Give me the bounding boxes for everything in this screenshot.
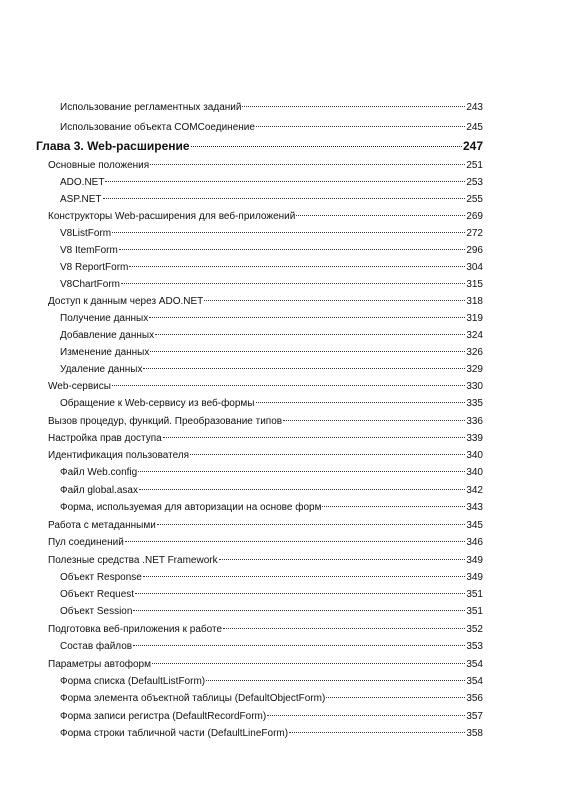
toc-entry	[48, 160, 483, 172]
toc-leader-dots	[139, 489, 465, 490]
toc-leader-dots	[119, 249, 466, 250]
toc-entry-title: Использование регламентных заданий	[60, 102, 242, 113]
toc-entry	[60, 122, 483, 134]
toc-entry-title: Идентификация пользователя	[48, 450, 190, 461]
toc-entry-page: 251	[466, 160, 483, 171]
toc-entry-page: 336	[466, 416, 483, 427]
toc-entry	[60, 194, 483, 206]
toc-leader-dots	[121, 283, 465, 284]
toc-entry-page: 326	[466, 347, 483, 358]
toc-entry	[60, 641, 483, 653]
toc-entry	[48, 433, 483, 445]
toc-entry-title: Вызов процедур, функций. Преобразование типов	[48, 416, 283, 427]
toc-entry-page: 269	[466, 211, 483, 222]
toc-leader-dots	[150, 351, 465, 352]
toc-leader-dots	[204, 300, 465, 301]
toc-leader-dots	[163, 437, 466, 438]
toc-entry-page: 349	[466, 555, 483, 566]
toc-leader-dots	[206, 680, 465, 681]
toc-leader-dots	[289, 732, 465, 733]
toc-entry	[60, 467, 483, 479]
toc-entry-page: 339	[466, 433, 483, 444]
toc-entry-page: 351	[466, 589, 483, 600]
toc-entry-page: 357	[466, 711, 483, 722]
toc-entry	[60, 502, 483, 514]
toc-entry-title: Форма элемента объектной таблицы (DefaultObjectForm)	[60, 693, 326, 704]
toc-leader-dots	[125, 541, 466, 542]
toc-leader-dots	[296, 215, 465, 216]
toc-leader-dots	[267, 715, 465, 716]
toc-entry-title: V8 ItemForm	[60, 245, 118, 256]
toc-leader-dots	[322, 506, 465, 507]
toc-entry-page: 346	[466, 537, 483, 548]
toc-entry	[60, 330, 483, 342]
toc-entry-page: 318	[466, 296, 483, 307]
toc-entry-page: 340	[466, 450, 483, 461]
toc-entry-title: Web-сервисы	[48, 381, 111, 392]
toc-leader-dots	[138, 471, 465, 472]
toc-leader-dots	[242, 106, 465, 107]
toc-entry	[48, 381, 483, 393]
toc-leader-dots	[219, 559, 466, 560]
toc-entry	[48, 416, 483, 428]
toc-entry-title: Параметры автоформ	[48, 659, 151, 670]
toc-leader-dots	[152, 663, 465, 664]
toc-entry	[48, 555, 483, 567]
toc-entry-page: 330	[466, 381, 483, 392]
toc-entry-page: 272	[466, 228, 483, 239]
toc-leader-dots	[256, 402, 466, 403]
toc-entry	[60, 728, 483, 740]
toc-leader-dots	[283, 420, 465, 421]
toc-entry	[60, 572, 483, 584]
toc-entry-page: 319	[466, 313, 483, 324]
toc-entry-page: 352	[466, 624, 483, 635]
toc-entry-title: Работа с метаданными	[48, 520, 156, 531]
toc-entry-page: 351	[466, 606, 483, 617]
toc-entry-title: Добавление данных	[60, 330, 155, 341]
toc-entry-title: Состав файлов	[60, 641, 133, 652]
toc-entry-title: Изменение данных	[60, 347, 150, 358]
toc-entry-title: Полезные средства .NET Framework	[48, 555, 218, 566]
toc-leader-dots	[191, 146, 462, 147]
toc-entry-title: Форма записи регистра (DefaultRecordForm)	[60, 711, 267, 722]
toc-entry-page: 324	[466, 330, 483, 341]
toc-entry-page: 345	[466, 520, 483, 531]
toc-entry	[60, 313, 483, 325]
toc-entry-page: 329	[466, 364, 483, 375]
toc-entry-page: 245	[466, 122, 483, 133]
toc-leader-dots	[190, 454, 465, 455]
toc-entry-title: V8ListForm	[60, 228, 112, 239]
toc-entry	[48, 296, 483, 308]
toc-entry	[60, 711, 483, 723]
toc-entry-title: Использование объекта COMСоединение	[60, 122, 255, 133]
toc-leader-dots	[326, 697, 465, 698]
toc-entry	[60, 347, 483, 359]
toc-entry	[60, 364, 483, 376]
toc-leader-dots	[150, 164, 465, 165]
toc-leader-dots	[143, 368, 465, 369]
toc-leader-dots	[143, 576, 465, 577]
toc-entry-page: 358	[466, 728, 483, 739]
toc-entry	[60, 102, 483, 114]
toc-entry-page: 353	[466, 641, 483, 652]
toc-entry	[60, 676, 483, 688]
toc-entry	[60, 398, 483, 410]
toc-entry	[60, 245, 483, 257]
toc-entry-page: 354	[466, 659, 483, 670]
toc-entry	[48, 520, 483, 532]
toc-entry-title: Форма строки табличной части (DefaultLineForm)	[60, 728, 289, 739]
toc-leader-dots	[256, 126, 465, 127]
toc-entry-page: 342	[466, 485, 483, 496]
toc-entry-page: 354	[466, 676, 483, 687]
toc-entry	[48, 450, 483, 462]
toc-leader-dots	[149, 317, 465, 318]
toc-entry-title: Настройка прав доступа	[48, 433, 162, 444]
toc-leader-dots	[105, 181, 465, 182]
toc-entry	[60, 228, 483, 240]
toc-entry-title: V8ChartForm	[60, 279, 121, 290]
toc-entry-title: Получение данных	[60, 313, 149, 324]
toc-entry-title: ADO.NET	[60, 177, 105, 188]
toc-entry	[60, 485, 483, 497]
toc-entry-title: Удаление данных	[60, 364, 143, 375]
toc-entry-title: Файл global.asax	[60, 485, 138, 496]
toc-entry-page: 340	[466, 467, 483, 478]
toc-entry-page: 243	[466, 102, 483, 113]
toc-entry-page: 349	[466, 572, 483, 583]
toc-leader-dots	[129, 266, 465, 267]
toc-entry	[60, 279, 483, 291]
toc-entry-page: 255	[466, 194, 483, 205]
toc-leader-dots	[157, 524, 466, 525]
toc-entry-title: Объект Session	[60, 606, 133, 617]
toc-chapter-entry	[36, 139, 483, 153]
toc-entry	[60, 693, 483, 705]
toc-leader-dots	[112, 385, 465, 386]
toc-entry-title: Обращение к Web-сервису из веб-формы	[60, 398, 255, 409]
toc-leader-dots	[103, 198, 466, 199]
toc-leader-dots	[133, 610, 465, 611]
toc-entry-title: Объект Request	[60, 589, 135, 600]
toc-entry-title: Доступ к данным через ADO.NET	[48, 296, 204, 307]
toc-entry-title: V8 ReportForm	[60, 262, 129, 273]
toc-entry-page: 296	[466, 245, 483, 256]
toc-entry	[60, 177, 483, 189]
toc-entry	[60, 606, 483, 618]
toc-chapter-title: Глава 3. Web-расширение	[36, 139, 190, 153]
toc-leader-dots	[112, 232, 465, 233]
toc-entry-page: 356	[466, 693, 483, 704]
toc-leader-dots	[135, 593, 465, 594]
toc-leader-dots	[155, 334, 465, 335]
toc-leader-dots	[133, 645, 465, 646]
toc-entry	[60, 589, 483, 601]
toc-entry-page: 253	[466, 177, 483, 188]
toc-entry	[48, 211, 483, 223]
toc-entry-page: 315	[466, 279, 483, 290]
toc-entry-title: Конструкторы Web-расширения для веб-приложений	[48, 211, 296, 222]
toc-entry-title: Файл Web.config	[60, 467, 138, 478]
toc-entry-page: 343	[466, 502, 483, 513]
toc-entry-title: Подготовка веб-приложения к работе	[48, 624, 223, 635]
toc-chapter-page: 247	[462, 139, 483, 153]
toc-entry	[48, 624, 483, 636]
toc-entry-title: Основные положения	[48, 160, 150, 171]
toc-entry	[60, 262, 483, 274]
toc-entry	[48, 537, 483, 549]
toc-entry-page: 304	[466, 262, 483, 273]
toc-entry-title: Форма, используемая для авторизации на основе форм	[60, 502, 322, 513]
toc-leader-dots	[223, 628, 465, 629]
toc-entry-title: Объект Response	[60, 572, 142, 583]
toc-entry-title: ASP.NET	[60, 194, 102, 205]
toc-entry-title: Форма списка (DefaultListForm)	[60, 676, 206, 687]
toc-entry-title: Пул соединений	[48, 537, 124, 548]
toc-entry	[48, 659, 483, 671]
toc-entry-page: 335	[466, 398, 483, 409]
